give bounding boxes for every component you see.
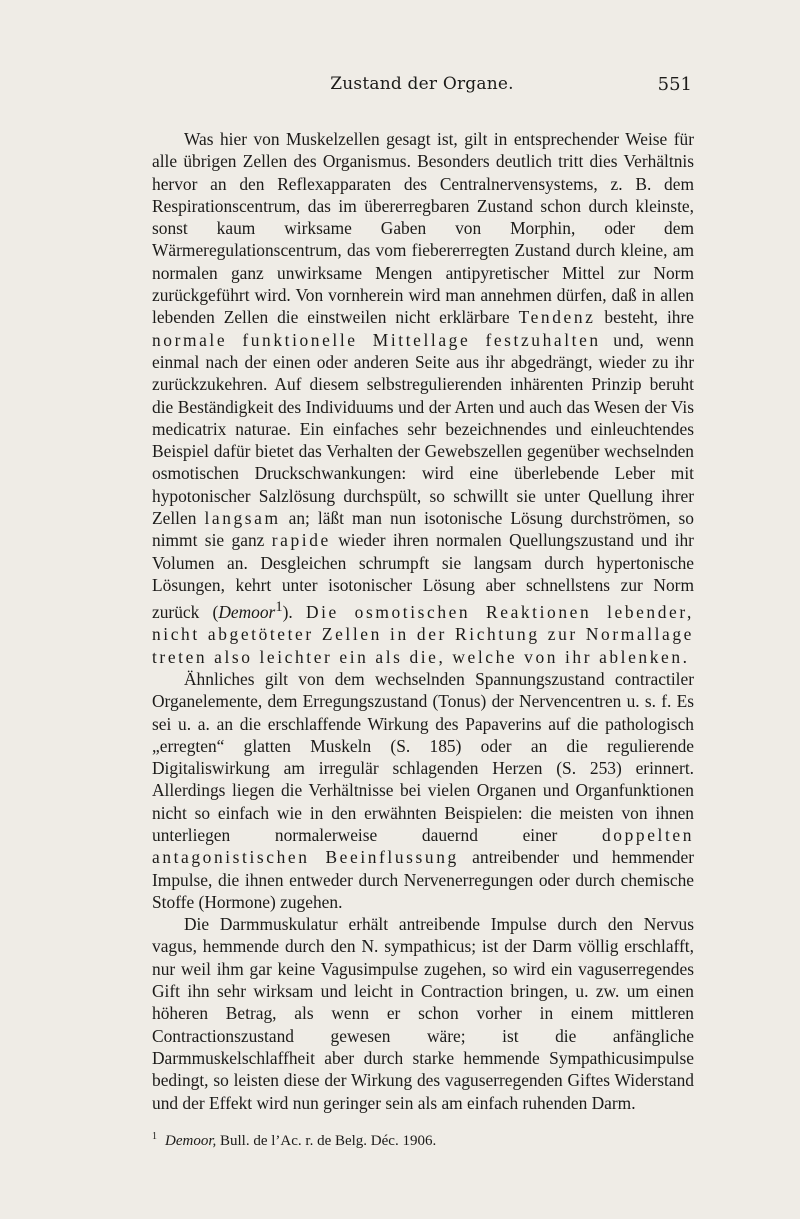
footnote-author: Demoor, [165,1133,217,1149]
running-head [152,74,692,98]
running-title: Zustand der Organe. [330,74,514,94]
paragraph-1-text-5: wieder ihren normalen Quellungszustand und ihr Volumen an. Desgleichen schrumpft sie langsam durch hypertonische Lösungen, kehrt unter isotonischer Lösung aber schnellstens zur Norm zurück ( [152,530,694,623]
emphasis-osmotische-reaktionen: Die osmotischen Reaktionen lebender, nicht abgetöteter Zellen in der Richtung zur Normallage treten also leichter ein als die, welche von ihr ablenken. [152,602,694,667]
footnote-mark: 1 [152,1131,157,1142]
paragraph-3 [152,913,694,1114]
paragraph-3-text-1: Die Darmmuskulatur erhält antreibende Impulse durch den Nervus vagus, hemmende durch den N. sympathicus; ist der Darm völlig erschlafft, nur weil ihm gar keine Vagusimpulse zugehen, so wird ein vaguserregendes Gift ihn sehr wirksam und leicht in Contraction bringen, u. zw. um einen höheren Betrag, als wenn er schon vorher in einem mittleren Contractionszustand gewesen wäre; ist die anfängliche Darmmuskelschlaffheit aber durch starke hemmende Sympathicusimpulse bedingt, so leisten diese der Wirkung des vaguserregenden Giftes Widerstand und der Effekt wird nun geringer sein als am einfach ruhenden Darm. [152,914,694,1113]
emphasis-mittellage: normale funktionelle Mittellage festzuhalten [152,329,601,350]
footnote [152,1128,694,1150]
paragraph-1-text-2: besteht, ihre [604,307,694,328]
paragraph-1-text-6: ). [282,602,293,623]
paragraph-2-text-2: antreibender und hemmender Impulse, die ihnen entweder durch Nervenerregungen oder durch chemische Stoffe (Hormone) zugehen. [152,847,694,912]
paragraph-1-text-1: Was hier von Muskelzellen gesagt ist, gilt in entsprechender Weise für alle übrigen Zellen des Organismus. Besonders deutlich tritt dies Verhältnis hervor an den Reflexapparaten des Centralnervensystems, z. B. dem Respirationscentrum, das im übererregbaren Zustand schon durch kleinste, sonst kaum wirksame Gaben von Morphin, oder dem Wärmeregulationscentrum, das vom fiebererregten Zustand durch kleine, am normalen ganz unwirksame Mengen antipyretischer Mittel zur Norm zurückgeführt wird. Von vornherein wird man annehmen dürfen, daß in allen lebenden Zellen die einstweilen nicht erklärbare [152,129,694,328]
emphasis-tendenz: Tendenz [518,307,596,328]
paragraph-2 [152,668,694,913]
body-text [152,128,694,1114]
emphasis-langsam: langsam [204,508,281,529]
paragraph-2-text-1: Ähnliches gilt von dem wechselnden Spannungszustand contractiler Organelemente, dem Erregungszustand (Tonus) der Nervencentren u. s. f. Es sei u. a. an die erschlaffende Wirkung des Papaverins auf die pathologisch „erregten“ glatten Muskeln (S. 185) oder an die regulierende Digitaliswirkung am irregulär schlagenden Herzen (S. 253) erinnert. Allerdings liegen die Verhältnisse bei vielen Organen und Organfunktionen nicht so einfach wie in den erwähnten Beispielen: die meisten von ihnen unterliegen normalerweise dauernd einer [152,668,694,845]
emphasis-rapide: rapide [271,530,331,551]
paragraph-1-text-4: an; läßt man nun isotonische Lösung durchströmen, so nimmt sie ganz [152,508,694,551]
paragraph-1-text-3: und, wenn einmal nach der einen oder anderen Seite aus ihr abgedrängt, wieder zu ihr zurückzukehren. Auf diesem selbstregulierenden inhärenten Prinzip beruht die Beständigkeit des Individuums und der Arten und auch das Wesen der Vis medicatrix naturae. Ein einfaches sehr bezeichnendes und einleuchtendes Beispiel dafür bietet das Verhalten der Gewebszellen gegenüber wechselnden osmotischen Druckschwankungen: wird eine überlebende Leber mit hypotonischer Salzlösung durchspült, so schwillt sie unter Quellung ihrer Zellen [152,329,694,529]
footnote-text: Bull. de l’Ac. r. de Belg. Déc. 1906. [220,1133,437,1149]
paragraph-1 [152,128,694,668]
emphasis-antagonistische-beeinflussung: doppelten antagonistischen Beeinflussung [152,825,694,868]
citation-author: Demoor [218,602,276,623]
page-number: 551 [657,74,692,95]
footnote-reference[interactable]: 1 [275,599,283,616]
